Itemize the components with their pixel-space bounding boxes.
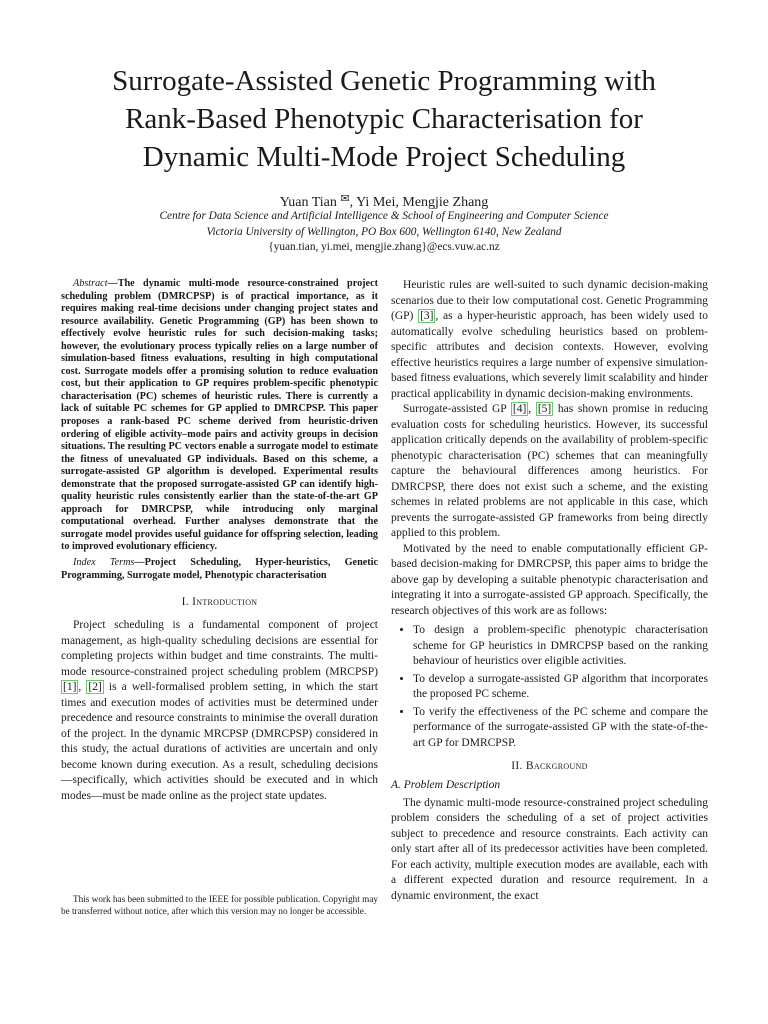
abstract (61, 278, 378, 554)
citation-link-4[interactable]: [4] (512, 403, 527, 415)
intro-p3-text-a: Surrogate-assisted GP (403, 403, 511, 415)
intro-p3-text-b: has shown promise in reducing evaluation costs for scheduling heuristics. However, its successful application critically depends on the availability of problem-specific phenotypic characterisation (PC) schemes that can meaningfully capture the behavioural differences among heuristics. For DMRCPSP, there does not exist such a scheme, and the existing schemes in related problems are not applicable in this case, which prevents the surrogate-assisted GP frameworks from being directly applied to this problem. (391, 403, 709, 539)
paper-title (40, 62, 728, 176)
objectives-list (391, 623, 708, 751)
intro-p2-text-a: Heuristic rules are well-suited to such dynamic decision-making scenarios due to their low computational cost. Genetic Programming (GP) (391, 279, 708, 322)
index-terms (61, 557, 378, 582)
section-heading-introduction (61, 595, 378, 610)
section-1-title: Introduction (192, 596, 258, 609)
citation-link-2[interactable]: [2] (88, 681, 102, 694)
intro-p1-sep: , (78, 681, 87, 694)
intro-p2-text-b: , as a hyper-heuristic approach, has been widely used to automatically evolve scheduling heuristics based on problem-specific attributes and decision contexts. However, evolving effective heuristics requires a large number of expensive simulation-based fitness evaluations, which severely limit scalability and hinder practical applicability in dynamic decision-making environments. (391, 310, 708, 400)
title-line-2: Rank-Based Phenotypic Characterisation for (125, 103, 643, 135)
section-heading-background (391, 759, 708, 774)
citation-link-5[interactable]: [5] (537, 403, 552, 415)
list-item: • To verify the effectiveness of the PC scheme and compare the performance of the surrogate-assisted GP with the state-of-the-art GP for DMRCPSP. (413, 705, 708, 752)
list-item: • To design a problem-specific phenotypic characterisation scheme for GP heuristics in DMRCPSP based on the ranking behaviour of heuristics over eligible activities. (413, 623, 708, 670)
citation-link-3[interactable]: [3] (420, 310, 434, 322)
section-2-number: II. (511, 760, 526, 772)
intro-p1-text-b: is a well-formalised problem setting, in which the start times and execution modes of activities must be determined under precedence and resource constraints to minimise the overall duration of the project. In the dynamic MRCPSP (DMRCPSP) considered in this study, the actual durations of activities are uncertain and only become known during execution. As a result, scheduling decisions—specifically, which activities should be executed and in which modes—must be made online as the project state updates. (61, 681, 378, 802)
citation-link-1[interactable]: [1] (63, 681, 77, 694)
intro-paragraph-2 (391, 278, 708, 402)
left-column (61, 278, 378, 804)
list-item: • To develop a surrogate-assisted GP algorithm that incorporates the proposed PC scheme. (413, 672, 708, 703)
abstract-text: —The dynamic multi-mode resource-constrained project scheduling problem (DMRCPSP) is of practical importance, as it requires making real-time decisions under changing project states and resource availability. Genetic Programming (GP) has been shown to effectively evolve heuristic rules for such decision-making tasks; however, the evolutionary process typically relies on a large number of simulation-based fitness evaluations, resulting in high computational cost. Surrogate models offer a promising solution to reduce evaluation cost, but their application to GP requires problem-specific phenotypic characterisation (PC) schemes of heuristic rules. There is currently a lack of suitable PC schemes for GP applied to DMRCPSP. This paper proposes a rank-based PC scheme derived from heuristic-driven ordering of eligible activity–mode pairs and activity groups in decision situations. The resulting PC vectors enable a surrogate model to estimate the fitness of unevaluated GP individuals. Based on this scheme, a surrogate-assisted GP algorithm is developed. Experimental results demonstrate that the proposed surrogate-assisted GP can identify high-quality heuristic rules consistently earlier than the state-of-the-art GP approach for DMRCPSP, while introducing only marginal computational overhead. Further analyses demonstrate that the surrogate model provides useful guidance for offspring selection, leading to improved evolutionary efficiency. (61, 278, 378, 553)
title-line-1: Surrogate-Assisted Genetic Programming with (112, 65, 656, 97)
index-terms-label: Index Terms (73, 557, 135, 569)
right-column (391, 278, 708, 904)
affiliation (40, 209, 728, 256)
intro-p1-text-a: Project scheduling is a fundamental component of project management, as high-quality scheduling decisions are essential for completing projects within budget and time constraints. The multi-mode resource-constrained project scheduling problem (MRCPSP) (61, 619, 378, 678)
index-terms-text: —Project Scheduling, Hyper-heuristics, Genetic Programming, Surrogate model, Phenotypic characterisation (61, 557, 378, 581)
title-line-3: Dynamic Multi-Mode Project Scheduling (142, 141, 626, 173)
intro-paragraph-4: Motivated by the need to enable computationally efficient GP-based decision-making for DMRCPSP, this paper aims to bridge the above gap by developing a suitable phenotypic characterisation and integrating it into a surrogate-assisted GP approach. Specifically, the research objectives of this work are as follows: (391, 542, 708, 617)
footnote: This work has been submitted to the IEEE for possible publication. Copyright may be transferred without notice, after which this version may no longer be accessible. (61, 894, 378, 916)
author-first: Yuan Tian (279, 195, 337, 210)
section-2-title: Background (525, 760, 588, 772)
subsection-heading-problem-description: A. Problem Description (391, 779, 501, 791)
intro-p3-sep: , (528, 403, 536, 415)
author-emails: {yuan.tian, yi.mei, mengjie.zhang}@ecs.vuw.ac.nz (268, 241, 500, 253)
intro-paragraph-3 (391, 402, 708, 542)
abstract-label: Abstract (73, 278, 108, 289)
author-rest: , Yi Mei, Mengjie Zhang (349, 195, 489, 210)
background-paragraph-1: The dynamic multi-mode resource-constrained project scheduling problem considers the scheduling of a set of project activities subject to precedence and resource constraints. Each activity can only start after all of its predecessor activities have been completed. For each activity, multiple execution modes are available, each with a different expected duration and resource requirement. In a dynamic environment, the exact (391, 796, 708, 902)
envelope-icon: ✉ (340, 193, 350, 205)
affiliation-line-1: Centre for Data Science and Artificial Intelligence & School of Engineering and Computer Science (159, 210, 609, 222)
section-1-number: I. (181, 596, 193, 609)
affiliation-line-2: Victoria University of Wellington, PO Box 600, Wellington 6140, New Zealand (206, 225, 562, 238)
intro-paragraph-1 (61, 618, 378, 804)
